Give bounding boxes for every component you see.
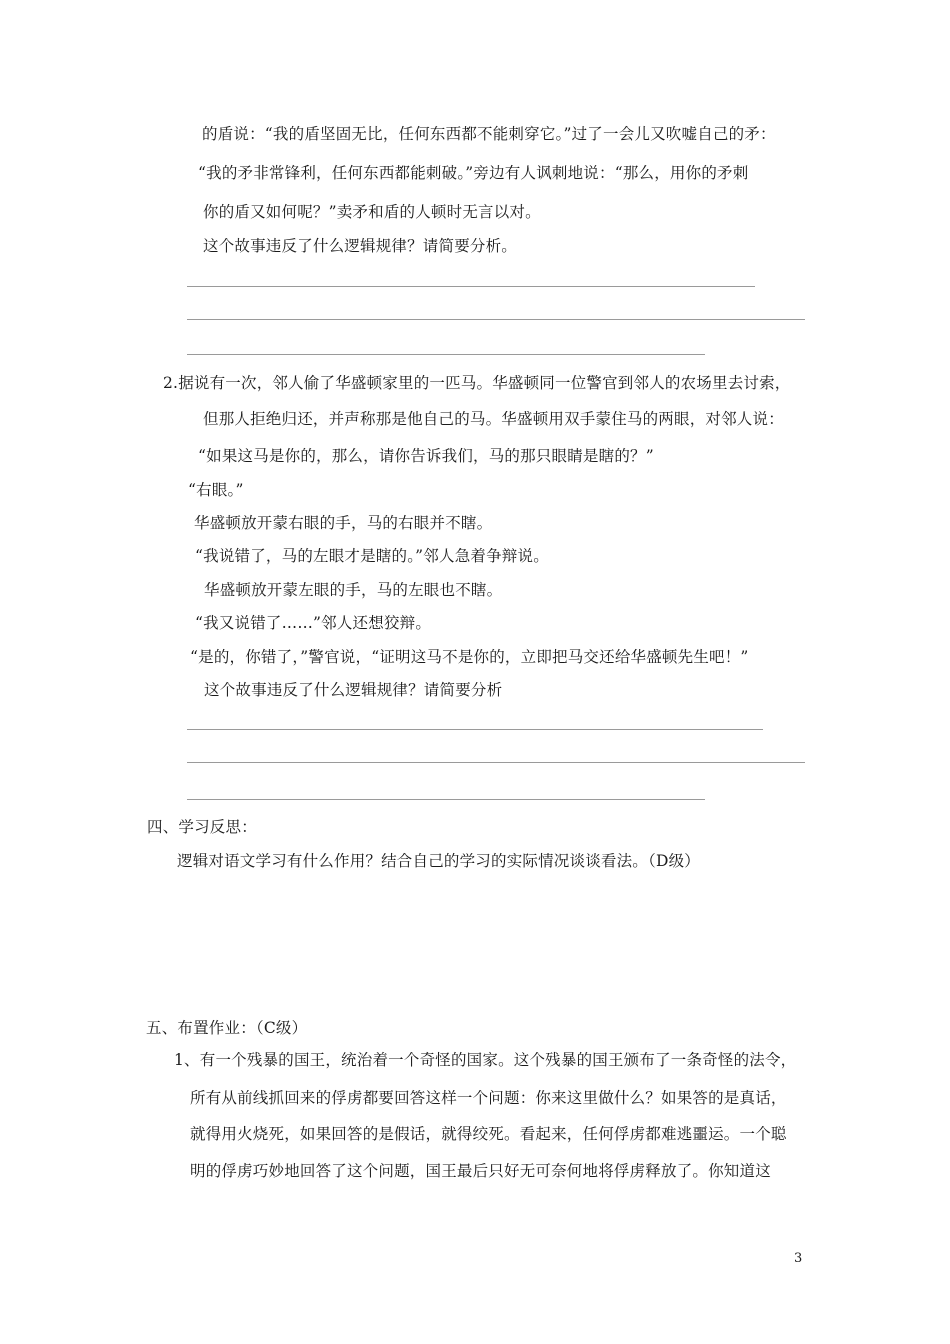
answer-line (187, 762, 805, 763)
answer-line (187, 354, 705, 355)
section5-line-1: 1、有一个残暴的国王，统治着一个奇怪的国家。这个残暴的国王颁布了一条奇怪的法令， (174, 1051, 797, 1069)
section4-heading: 四、学习反思： (147, 818, 257, 836)
answer-line (187, 799, 705, 800)
q1-line-2: “我的矛非常锋利，任何东西都能刺破。”旁边有人讽刺地说：“那么，用你的矛刺 (198, 164, 749, 182)
answer-line (187, 286, 755, 287)
q2-line-5: 华盛顿放开蒙右眼的手，马的右眼并不瞎。 (194, 514, 493, 532)
q2-line-6: “我说错了，马的左眼才是瞎的。”邻人急着争辩说。 (195, 547, 549, 565)
q2-line-2: 但那人拒绝归还，并声称那是他自己的马。华盛顿用双手蒙住马的两眼，对邻人说： (203, 410, 784, 428)
q1-prompt: 这个故事违反了什么逻辑规律？请简要分析。 (203, 237, 518, 255)
q2-line-9: “是的，你错了，”警官说，“证明这马不是你的，立即把马交还给华盛顿先生吧！” (190, 648, 749, 666)
q2-line-1: 2.据说有一次，邻人偷了华盛顿家里的一匹马。华盛顿同一位警官到邻人的农场里去讨索， (163, 374, 791, 392)
section5-line-4: 明的俘虏巧妙地回答了这个问题，国王最后只好无可奈何地将俘虏释放了。你知道这 (190, 1162, 771, 1180)
section4-prompt: 逻辑对语文学习有什么作用？结合自己的学习的实际情况谈谈看法。（D级） (177, 852, 700, 870)
section5-line-2: 所有从前线抓回来的俘虏都要回答这样一个问题：你来这里做什么？如果答的是真话， (190, 1089, 787, 1107)
section5-heading: 五、布置作业：（C级） (146, 1019, 308, 1037)
q2-line-3: “如果这马是你的，那么，请你告诉我们，马的那只眼睛是瞎的？” (198, 447, 654, 465)
page-number: 3 (794, 1251, 803, 1266)
q2-line-8: “我又说错了……”邻人还想狡辩。 (195, 614, 432, 632)
q2-line-4: “右眼。” (188, 481, 244, 499)
q1-line-3: 你的盾又如何呢？”卖矛和盾的人顿时无言以对。 (203, 203, 541, 221)
q2-line-7: 华盛顿放开蒙左眼的手，马的左眼也不瞎。 (204, 581, 503, 599)
answer-line (187, 319, 805, 320)
q1-line-1: 的盾说：“我的盾坚固无比，任何东西都不能刺穿它。”过了一会儿又吹嘘自己的矛： (202, 125, 776, 143)
answer-line (187, 729, 763, 730)
section5-line-3: 就得用火烧死，如果回答的是假话，就得绞死。看起来，任何俘虏都难逃噩运。一个聪 (190, 1125, 787, 1143)
q2-prompt: 这个故事违反了什么逻辑规律？请简要分析 (204, 681, 503, 699)
